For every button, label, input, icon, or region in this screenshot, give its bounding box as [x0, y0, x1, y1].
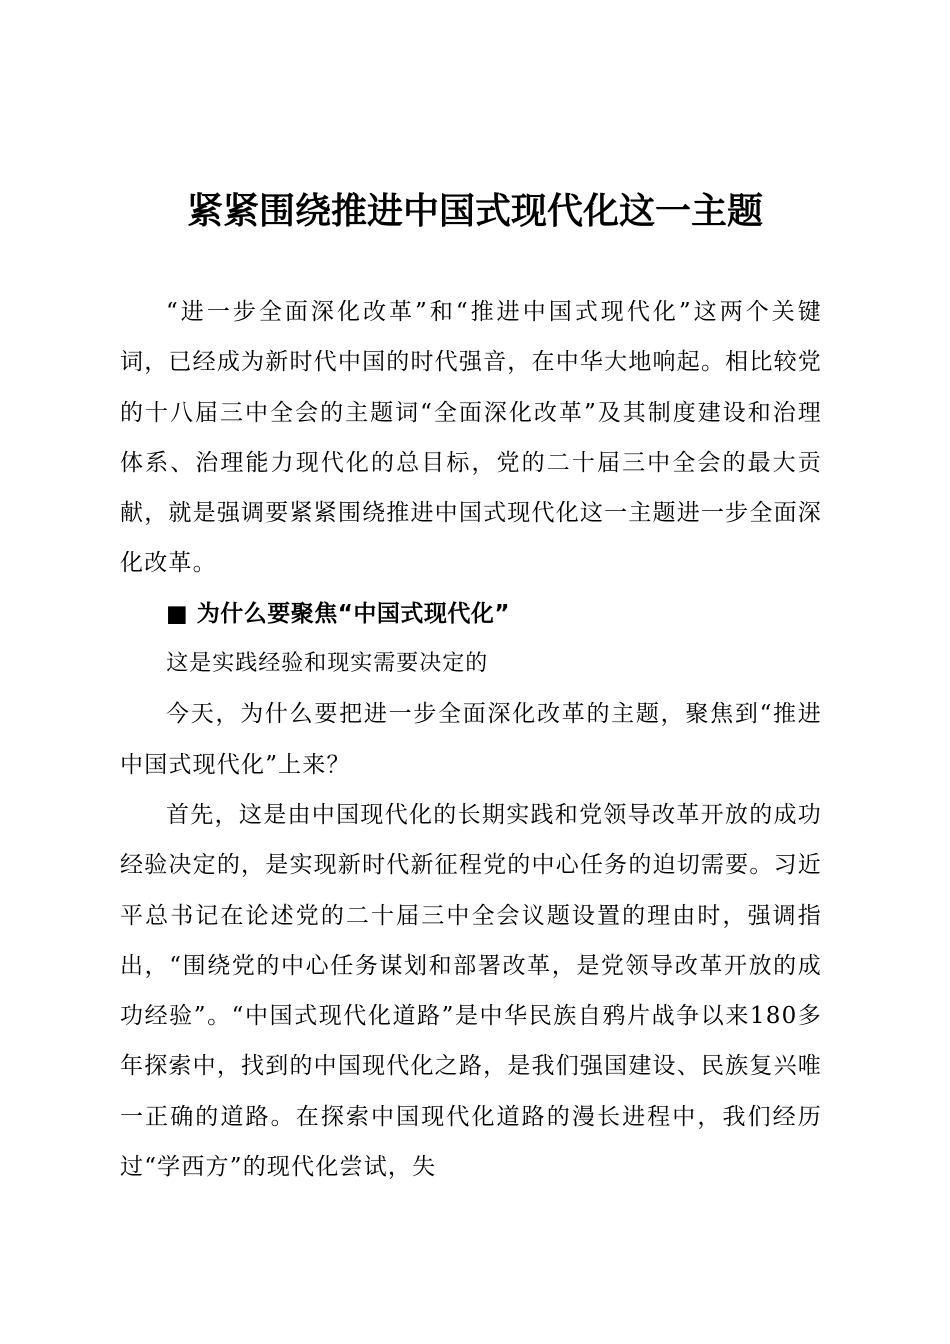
document-title: 紧紧围绕推进中国式现代化这一主题 — [186, 190, 763, 232]
intro-paragraph: “进一步全面深化改革”和“推进中国式现代化”这两个关键词，已经成为新时代中国的时代强音，在中华大地响起。相比较党的十八届三中全会的主题词“全面深化改革”及其制度建设和治理体系、治理能力现代化的总目标，党的二十届三中全会的最大贡献，就是强调要紧紧围绕推进中国式现代化这一主题进一步全面深化改革。 — [120, 299, 822, 577]
question-paragraph: 今天，为什么要把进一步全面深化改革的主题，聚焦到“推进中国式现代化”上来？ — [120, 701, 822, 778]
section-subheading: 这是实践经验和现实需要决定的 — [166, 651, 489, 677]
document-body — [120, 287, 822, 1192]
first-reason-paragraph: 首先，这是由中国现代化的长期实践和党领导改革开放的成功经验决定的，是实现新时代新征程党的中心任务的迫切需要。习近平总书记在论述党的二十届三中全会议题设置的理由时，强调指出，“围绕党的中心任务谋划和部署改革，是党领导改革开放的成功经验”。“中国式现代化道路”是中华民族自鸦片战争以来180多年探索中，找到的中国现代化之路，是我们强国建设、民族复兴唯一正确的道路。在探索中国现代化道路的漫长进程中，我们经历过“学西方”的现代化尝试，失 — [120, 801, 822, 1181]
section-heading: ■ 为什么要聚焦“中国式现代化” — [166, 600, 510, 627]
